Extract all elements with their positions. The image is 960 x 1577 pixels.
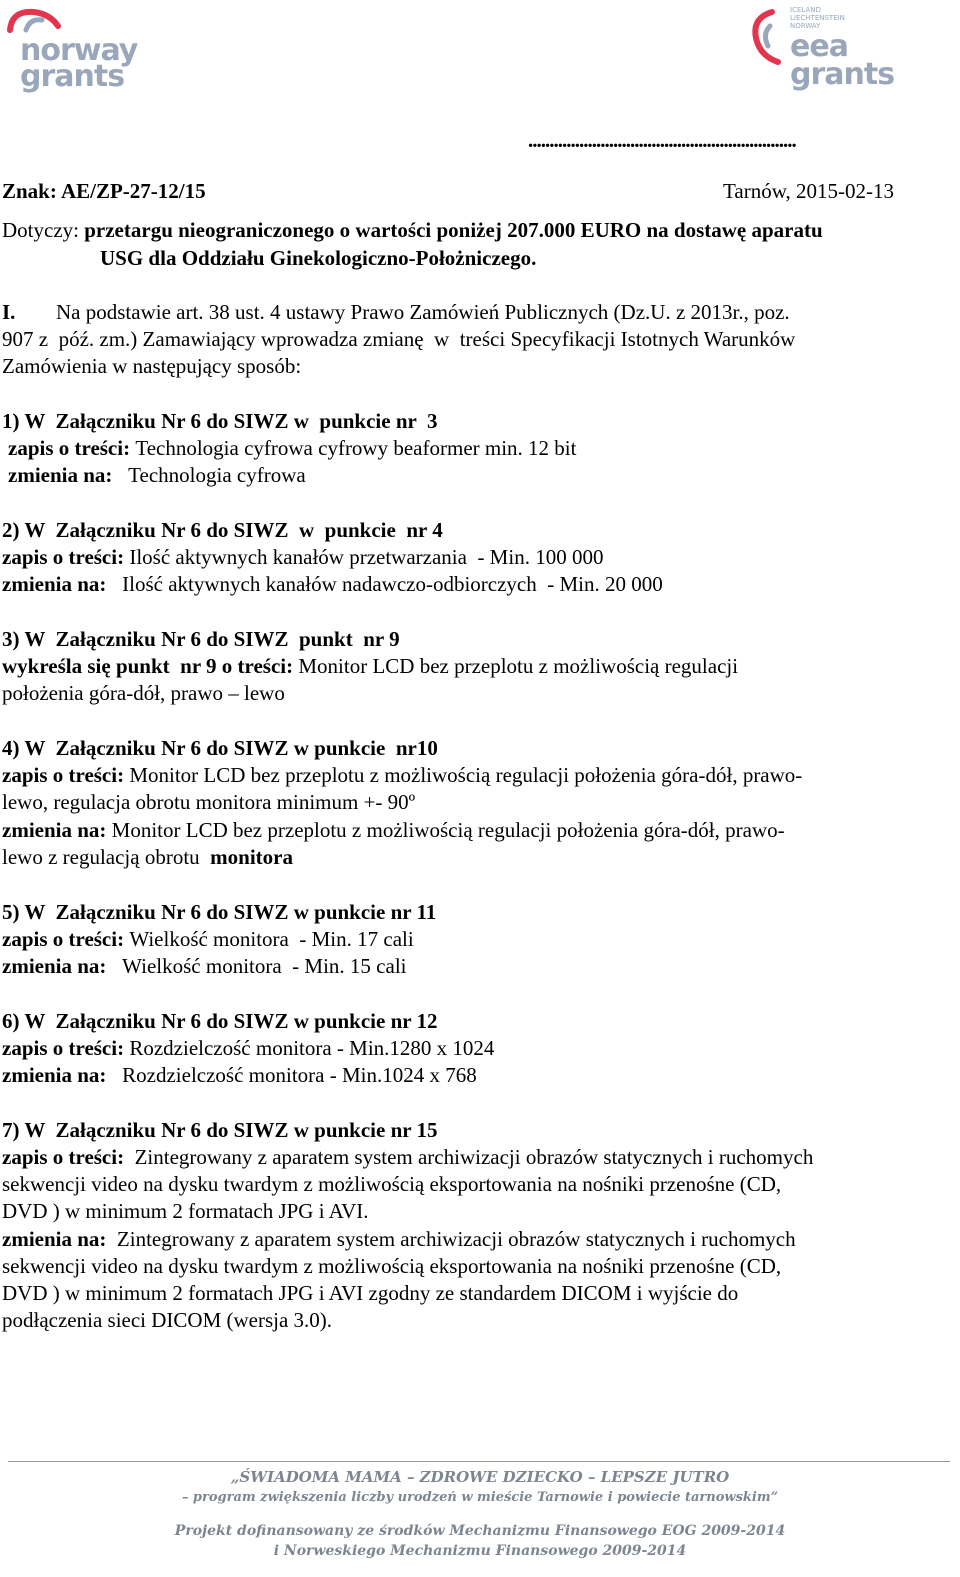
item-3-old-text: Monitor LCD bez przeplotu z możliwością regulacji: [298, 654, 739, 678]
item-7-new-cont-2: DVD ) w minimum 2 formatach JPG i AVI zgodny ze standardem DICOM i wyjście do: [2, 1281, 739, 1305]
item-1-heading: 1) W Załączniku Nr 6 do SIWZ w punkcie nr 3: [2, 409, 438, 433]
subject-line-1: [2, 217, 823, 244]
reference-number: Znak: AE/ZP-27-12/15: [2, 179, 206, 203]
section-i-line-1: [2, 299, 790, 326]
item-7-new-label: zmienia na:: [2, 1227, 112, 1251]
footer-funding-2: i Norweskiego Mechanizmu Finansowego 2009-2014: [273, 1543, 687, 1559]
footer-funding-1: Projekt dofinansowany ze środków Mechanizmu Finansowego EOG 2009-2014: [174, 1523, 786, 1539]
eea-grants-mark-icon: [748, 8, 784, 72]
subject-line-2: USG dla Oddziału Ginekologiczno-Położniczego.: [100, 246, 537, 270]
item-7-old-cont-1: sekwencji video na dysku twardym z możliwością eksportowania na nośniki przenośne (CD,: [2, 1172, 782, 1196]
item-4-new-cont-bold: monitora: [210, 845, 293, 869]
item-4-new-cont: [2, 844, 293, 871]
item-4-old: [2, 762, 802, 789]
item-3-heading: 3) W Załączniku Nr 6 do SIWZ punkt nr 9: [2, 627, 400, 651]
place-date: Tarnów, 2015-02-13: [723, 179, 894, 203]
signature-dots: ...............................................................: [528, 128, 796, 152]
item-1-new-text: Technologia cyfrowa: [128, 463, 306, 487]
item-2-old-label: zapis o treści:: [2, 545, 130, 569]
logo-eea-word: eea: [790, 29, 848, 64]
item-4-new-cont-text: lewo z regulacją obrotu: [2, 845, 211, 869]
item-2-heading: 2) W Załączniku Nr 6 do SIWZ w punkcie nr 4: [2, 518, 443, 542]
item-3-old-label: wykreśla się punkt nr 9 o treści:: [2, 654, 299, 678]
logo-small-2: LIECHTENSTEIN: [790, 14, 845, 22]
item-4-heading: 4) W Załączniku Nr 6 do SIWZ w punkcie nr10: [2, 736, 438, 760]
item-2-new-text: Ilość aktywnych kanałów nadawczo-odbiorczych - Min. 20 000: [122, 572, 663, 596]
item-4-old-text: Monitor LCD bez przeplotu z możliwością regulacji położenia góra-dół, prawo-: [129, 763, 803, 787]
logo-small-1: ICELAND: [790, 6, 821, 14]
section-number: I.: [2, 300, 16, 324]
logo-grants-word: grants: [20, 59, 125, 94]
item-7-old-cont-2: DVD ) w minimum 2 formatach JPG i AVI.: [2, 1199, 369, 1223]
item-4-new-text: Monitor LCD bez przeplotu z możliwością regulacji położenia góra-dół, prawo-: [111, 818, 785, 842]
item-6-new-text: Rozdzielczość monitora - Min.1024 x 768: [122, 1063, 477, 1087]
item-3-old-cont: położenia góra-dół, prawo – lewo: [2, 681, 285, 705]
item-4-old-cont: lewo, regulacja obrotu monitora minimum +- 90º: [2, 790, 416, 814]
footer-slogan: „ŚWIADOMA MAMA – ZDROWE DZIECKO – LEPSZE JUTRO: [230, 1468, 730, 1486]
logo-grants-word-2: grants: [790, 57, 895, 92]
item-1-old-text: Technologia cyfrowa cyfrowy beaformer min. 12 bit: [135, 436, 577, 460]
item-5-new-label: zmienia na:: [2, 954, 123, 978]
item-6-new-label: zmienia na:: [2, 1063, 123, 1087]
logo-small-3: NORWAY: [790, 22, 821, 30]
item-5-old-text: Wielkość monitora - Min. 17 cali: [129, 927, 414, 951]
item-4-new-label: zmienia na:: [2, 818, 112, 842]
item-2-old: [2, 544, 603, 571]
item-1-old-label: zapis o treści:: [8, 436, 136, 460]
item-7-new-text: Zintegrowany z aparatem system archiwizacji obrazów statycznych i ruchomych: [111, 1227, 796, 1251]
item-7-old-label: zapis o treści:: [2, 1145, 130, 1169]
item-6-old: [2, 1035, 494, 1062]
logo-norway-word: norway: [20, 33, 138, 68]
item-6-heading: 6) W Załączniku Nr 6 do SIWZ w punkcie nr 12: [2, 1009, 438, 1033]
item-6-old-label: zapis o treści:: [2, 1036, 130, 1060]
item-6-old-text: Rozdzielczość monitora - Min.1280 x 1024: [129, 1036, 495, 1060]
item-7-heading: 7) W Załączniku Nr 6 do SIWZ w punkcie nr 15: [2, 1118, 438, 1142]
item-5-old-label: zapis o treści:: [2, 927, 130, 951]
item-2-new: [2, 571, 663, 598]
item-7-new: [2, 1226, 796, 1253]
item-4-new: [2, 817, 785, 844]
footer-program: – program zwiększenia liczby urodzeń w mieście Tarnowie i powiecie tarnowskim”: [181, 1490, 779, 1505]
item-7-new-cont-3: podłączenia sieci DICOM (wersja 3.0).: [2, 1308, 333, 1332]
item-7-old: [2, 1144, 813, 1171]
item-7-old-text: Zintegrowany z aparatem system archiwizacji obrazów statycznych i ruchomych: [129, 1145, 814, 1169]
item-7-new-cont-1: sekwencji video na dysku twardym z możliwością eksportowania na nośniki przenośne (CD,: [2, 1254, 782, 1278]
section-i-line-2: 907 z póź. zm.) Zamawiający wprowadza zmianę w treści Specyfikacji Istotnych Warunków: [2, 327, 796, 351]
item-2-new-label: zmienia na:: [2, 572, 123, 596]
item-2-old-text: Ilość aktywnych kanałów przetwarzania - Min. 100 000: [129, 545, 604, 569]
item-5-new: [2, 953, 407, 980]
item-1-new: [8, 462, 306, 489]
item-3-old: [2, 653, 738, 680]
item-5-old: [2, 926, 414, 953]
item-4-old-label: zapis o treści:: [2, 763, 130, 787]
subject-text: przetargu nieograniczonego o wartości poniżej 207.000 EURO na dostawę aparatu: [84, 218, 823, 242]
norway-grants-logo: [6, 4, 156, 100]
item-5-heading: 5) W Załączniku Nr 6 do SIWZ w punkcie nr 11: [2, 900, 437, 924]
item-1-new-label: zmienia na:: [8, 463, 129, 487]
item-5-new-text: Wielkość monitora - Min. 15 cali: [122, 954, 407, 978]
subject-label: Dotyczy:: [2, 218, 85, 242]
item-6-new: [2, 1062, 477, 1089]
eea-grants-logo: [748, 2, 908, 100]
section-i-line-3: Zamówienia w następujący sposób:: [2, 354, 302, 378]
footer-divider: [8, 1461, 950, 1462]
section-i-text-1: Na podstawie art. 38 ust. 4 ustawy Prawo Zamówień Publicznych (Dz.U. z 2013r., poz.: [56, 300, 790, 324]
item-1-old: [8, 435, 576, 462]
